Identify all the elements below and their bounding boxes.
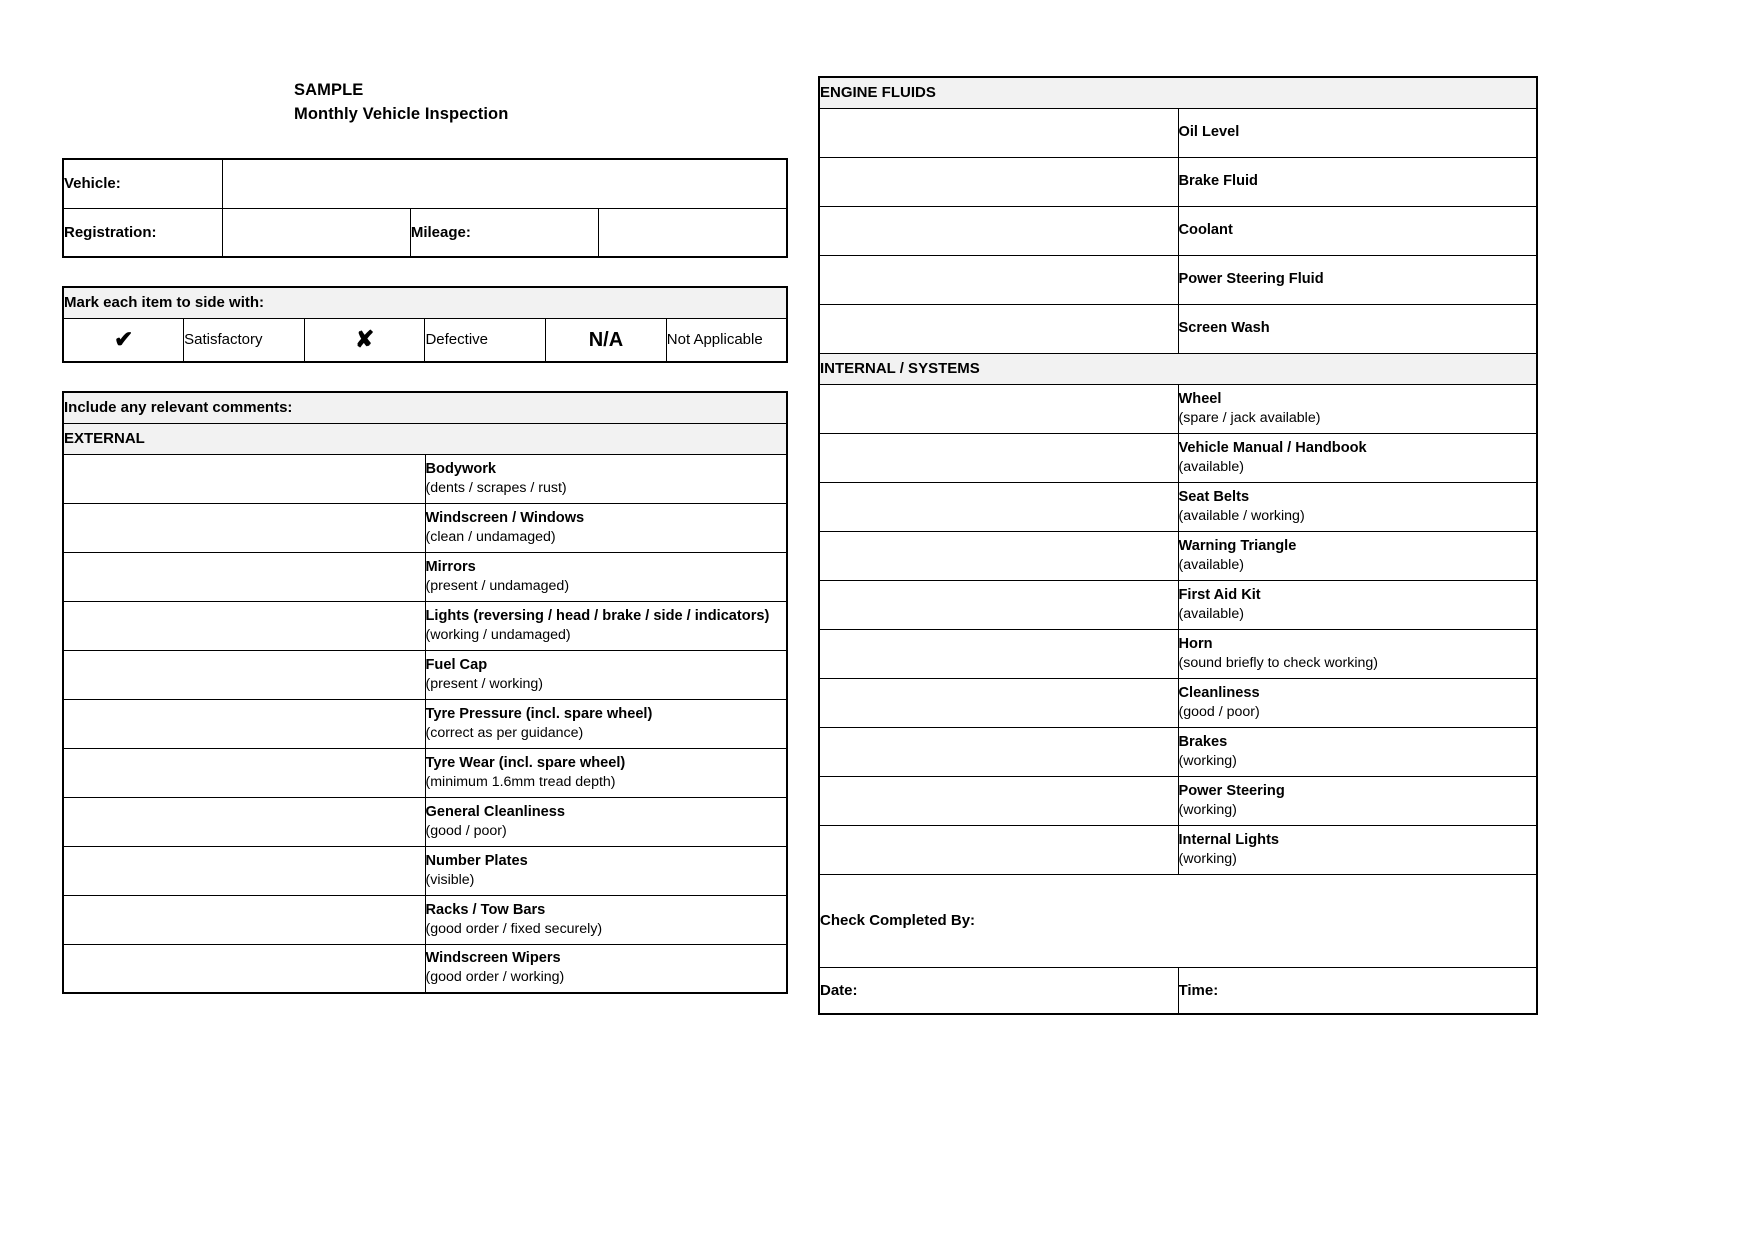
mark-cell[interactable] [819, 531, 1178, 580]
mileage-label: Mileage: [410, 208, 598, 257]
date-time-row [819, 967, 1537, 1014]
checklist-item-name: Wheel [1178, 390, 1222, 407]
mark-cell[interactable] [63, 797, 425, 846]
checklist-item-name: Tyre Wear (incl. spare wheel) [425, 754, 626, 771]
checklist-row [819, 776, 1537, 825]
mark-cell[interactable] [819, 255, 1178, 304]
mileage-input[interactable] [599, 208, 787, 257]
comments-header-row [63, 392, 787, 423]
checklist-item-sub: (present / working) [425, 675, 543, 692]
checklist-row [819, 531, 1537, 580]
checklist-row [819, 629, 1537, 678]
completed-by-label[interactable]: Check Completed By: [819, 874, 1537, 967]
vehicle-label: Vehicle: [63, 159, 222, 208]
checklist-item-cell [425, 601, 787, 650]
mark-cell[interactable] [819, 206, 1178, 255]
checklist-item-sub: (available / working) [1178, 507, 1305, 524]
mark-cell[interactable] [819, 108, 1178, 157]
mark-cell[interactable] [819, 482, 1178, 531]
checklist-row [819, 157, 1537, 206]
checklist-row [819, 580, 1537, 629]
engine-fluids-header-row [819, 77, 1537, 108]
legend-label-not-applicable: Not Applicable [666, 318, 787, 362]
checklist-row [63, 503, 787, 552]
left-column [62, 0, 788, 994]
mark-cell[interactable] [63, 748, 425, 797]
na-icon: N/A [546, 318, 667, 362]
legend-entries-row [63, 318, 787, 362]
internal-systems-header-row [819, 353, 1537, 384]
mark-cell[interactable] [819, 304, 1178, 353]
legend-label-satisfactory: Satisfactory [184, 318, 305, 362]
checklist-item-cell [1178, 629, 1537, 678]
checklist-row [63, 846, 787, 895]
checklist-item-name: Power Steering [1178, 782, 1285, 799]
mark-cell[interactable] [819, 678, 1178, 727]
checklist-item-cell [1178, 304, 1537, 353]
registration-row [63, 208, 787, 257]
checklist-item-cell [425, 797, 787, 846]
right-column [818, 76, 1538, 1015]
checklist-item-name: Internal Lights [1178, 831, 1280, 848]
checklist-item-sub: (good order / fixed securely) [425, 920, 603, 937]
checklist-item-name: Windscreen Wipers [425, 950, 561, 967]
checklist-row [63, 944, 787, 993]
vehicle-details-table [62, 158, 788, 258]
checklist-item-name: Brake Fluid [1178, 173, 1258, 189]
checklist-item-name: Vehicle Manual / Handbook [1178, 439, 1367, 456]
mark-cell[interactable] [63, 552, 425, 601]
checklist-item-cell [425, 895, 787, 944]
checklist-row [63, 650, 787, 699]
checklist-item-sub: (correct as per guidance) [425, 724, 584, 741]
checklist-item-name: General Cleanliness [425, 803, 566, 820]
checklist-item-cell [1178, 108, 1537, 157]
mark-cell[interactable] [819, 629, 1178, 678]
checklist-item-sub: (available) [1178, 458, 1244, 475]
checklist-item-cell [1178, 727, 1537, 776]
checklist-item-name: Coolant [1178, 222, 1233, 238]
mark-cell[interactable] [63, 454, 425, 503]
checklist-row [819, 255, 1537, 304]
checklist-item-cell [425, 650, 787, 699]
checklist-item-sub: (dents / scrapes / rust) [425, 479, 567, 496]
checklist-item-cell [1178, 384, 1537, 433]
legend-header-row [63, 287, 787, 318]
checklist-row [819, 206, 1537, 255]
checklist-item-name: Lights (reversing / head / brake / side / indicators) [425, 607, 770, 624]
checklist-item-name: Seat Belts [1178, 488, 1250, 505]
checklist-item-cell [1178, 255, 1537, 304]
checklist-item-sub: (spare / jack available) [1178, 409, 1321, 426]
registration-input[interactable] [222, 208, 410, 257]
mark-cell[interactable] [819, 825, 1178, 874]
checklist-item-name: Cleanliness [1178, 684, 1260, 701]
checklist-item-cell [425, 454, 787, 503]
checklist-item-sub: (good / poor) [1178, 703, 1260, 720]
checklist-row [819, 825, 1537, 874]
section-header-engine-fluids: ENGINE FLUIDS [819, 77, 1537, 108]
checklist-item-name: Racks / Tow Bars [425, 901, 546, 918]
checklist-row [63, 748, 787, 797]
section-header-internal-systems: INTERNAL / SYSTEMS [819, 353, 1537, 384]
checklist-row [63, 699, 787, 748]
cross-icon: ✘ [304, 318, 425, 362]
checklist-item-cell [425, 748, 787, 797]
checklist-row [819, 727, 1537, 776]
checklist-row [63, 797, 787, 846]
checklist-row [819, 108, 1537, 157]
completed-by-row [819, 874, 1537, 967]
checklist-item-sub: (good / poor) [425, 822, 507, 839]
legend-label-defective: Defective [425, 318, 546, 362]
document-title-block [62, 0, 788, 126]
external-header-row [63, 423, 787, 454]
title-sample: SAMPLE [294, 81, 364, 99]
checklist-item-cell [1178, 678, 1537, 727]
checklist-item-sub: (available) [1178, 556, 1244, 573]
mark-cell[interactable] [63, 601, 425, 650]
checklist-item-cell [1178, 482, 1537, 531]
checklist-row [819, 678, 1537, 727]
checklist-item-cell [1178, 206, 1537, 255]
checklist-item-sub: (available) [1178, 605, 1244, 622]
checklist-item-sub: (sound briefly to check working) [1178, 654, 1378, 671]
checklist-item-cell [425, 699, 787, 748]
checklist-item-sub: (good order / working) [425, 969, 565, 986]
mark-cell[interactable] [819, 384, 1178, 433]
checklist-row [819, 482, 1537, 531]
mark-cell[interactable] [819, 157, 1178, 206]
checklist-item-sub: (working) [1178, 850, 1237, 867]
checklist-item-name: Power Steering Fluid [1178, 271, 1324, 287]
checklist-item-sub: (working / undamaged) [425, 626, 571, 643]
vehicle-row [63, 159, 787, 208]
checklist-item-cell [1178, 157, 1537, 206]
checklist-row [819, 433, 1537, 482]
title-form-name: Monthly Vehicle Inspection [294, 105, 509, 123]
checklist-item-name: Bodywork [425, 460, 497, 477]
mark-cell[interactable] [819, 580, 1178, 629]
mark-cell[interactable] [63, 650, 425, 699]
check-icon: ✔ [63, 318, 184, 362]
date-field[interactable]: Date: [819, 967, 1178, 1014]
checklist-item-cell [1178, 825, 1537, 874]
checklist-item-name: Warning Triangle [1178, 537, 1297, 554]
checklist-item-sub: (working) [1178, 801, 1237, 818]
checklist-item-sub: (minimum 1.6mm tread depth) [425, 773, 616, 790]
legend-table [62, 286, 788, 363]
checklist-item-name: Mirrors [425, 558, 476, 575]
checklist-item-cell [1178, 580, 1537, 629]
mark-cell[interactable] [819, 433, 1178, 482]
checklist-row [63, 552, 787, 601]
checklist-item-name: Tyre Pressure (incl. spare wheel) [425, 705, 653, 722]
checklist-row [63, 895, 787, 944]
legend-header: Mark each item to side with: [63, 287, 787, 318]
checklist-item-name: Number Plates [425, 852, 528, 869]
checklist-item-sub: (visible) [425, 871, 475, 888]
checklist-item-name: Horn [1178, 635, 1213, 652]
checklist-item-sub: (clean / undamaged) [425, 528, 556, 545]
checklist-item-name: Windscreen / Windows [425, 509, 585, 526]
vehicle-input[interactable] [222, 159, 787, 208]
section-header-external: EXTERNAL [63, 423, 787, 454]
mark-cell[interactable] [63, 699, 425, 748]
checklist-item-name: First Aid Kit [1178, 586, 1261, 603]
registration-label: Registration: [63, 208, 222, 257]
mark-cell[interactable] [63, 846, 425, 895]
checklist-row [63, 601, 787, 650]
mark-cell[interactable] [819, 727, 1178, 776]
checklist-item-cell [425, 503, 787, 552]
checklist-item-cell [1178, 531, 1537, 580]
checklist-item-sub: (present / undamaged) [425, 577, 570, 594]
time-field[interactable]: Time: [1178, 967, 1537, 1014]
external-checklist-table [62, 391, 788, 994]
checklist-row [819, 384, 1537, 433]
checklist-item-cell [425, 846, 787, 895]
mark-cell[interactable] [63, 895, 425, 944]
mark-cell[interactable] [63, 944, 425, 993]
checklist-item-cell [1178, 433, 1537, 482]
checklist-item-cell [425, 552, 787, 601]
checklist-item-cell [1178, 776, 1537, 825]
comments-header: Include any relevant comments: [63, 392, 787, 423]
checklist-item-name: Fuel Cap [425, 656, 488, 673]
checklist-row [819, 304, 1537, 353]
checklist-item-cell [425, 944, 787, 993]
checklist-item-sub: (working) [1178, 752, 1237, 769]
checklist-row [63, 454, 787, 503]
checklist-item-name: Oil Level [1178, 124, 1240, 140]
mark-cell[interactable] [63, 503, 425, 552]
checklist-item-name: Screen Wash [1178, 320, 1270, 336]
checklist-item-name: Brakes [1178, 733, 1228, 750]
mark-cell[interactable] [819, 776, 1178, 825]
